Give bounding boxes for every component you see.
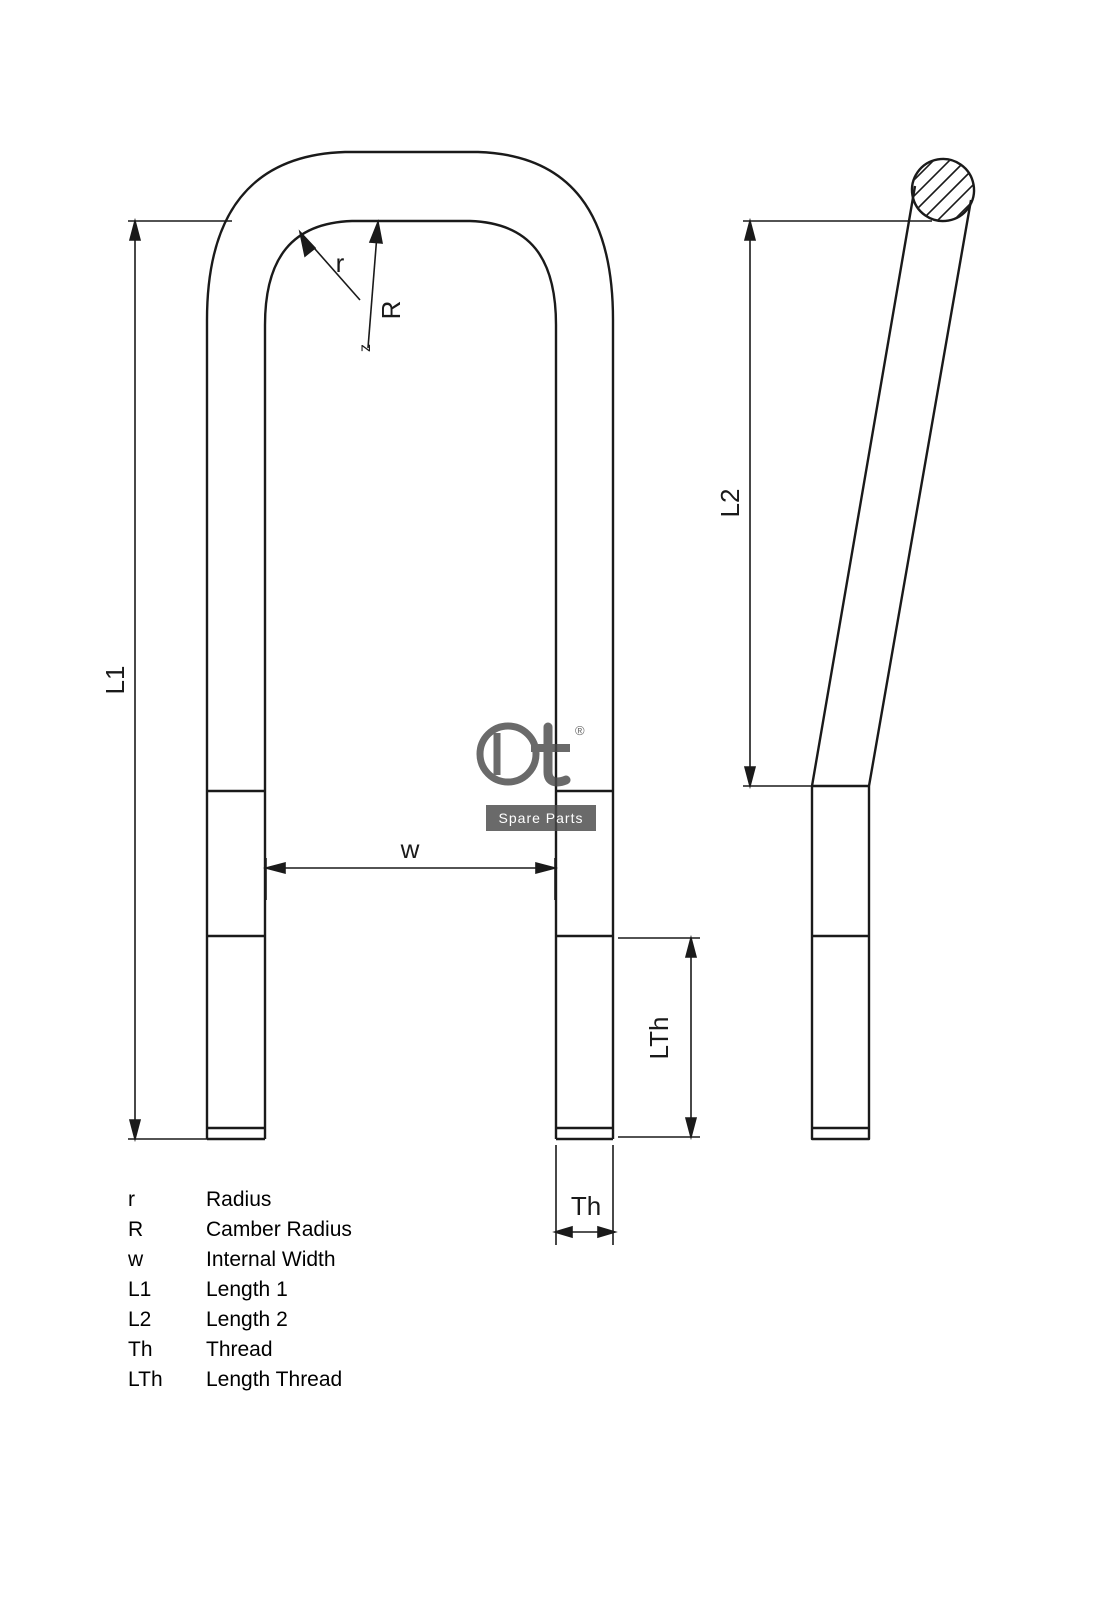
l2-arrow-bottom xyxy=(745,767,755,786)
rod-outline xyxy=(812,186,971,1139)
w-arrow-right xyxy=(536,863,555,873)
label-r-small: r xyxy=(335,248,345,278)
label-th: Th xyxy=(570,1191,602,1221)
dimension-w xyxy=(266,858,555,900)
legend-symbol: LTh xyxy=(128,1368,163,1391)
legend-description: Length Thread xyxy=(206,1368,343,1391)
legend-description: Camber Radius xyxy=(206,1218,352,1241)
ubolt-outer-outline xyxy=(207,152,613,1139)
dimension-l2 xyxy=(743,221,932,786)
legend-row xyxy=(128,1335,548,1365)
legend-symbol: L1 xyxy=(128,1278,152,1301)
legend-row xyxy=(128,1305,548,1335)
l2-arrow-top xyxy=(745,221,755,240)
legend-description: Internal Width xyxy=(206,1248,336,1271)
l1-arrow-bottom xyxy=(130,1120,140,1139)
legend-row xyxy=(128,1215,548,1245)
legend-row xyxy=(128,1365,548,1395)
label-r-big-subscript: z xyxy=(357,344,374,352)
dimension-l1 xyxy=(128,221,232,1139)
logo-tagline-text: Spare Parts xyxy=(498,810,584,826)
r-small-arrow xyxy=(300,232,315,256)
legend xyxy=(128,1185,548,1395)
legend-symbol: R xyxy=(128,1218,144,1241)
r-big-arrow xyxy=(370,222,382,243)
legend-description: Radius xyxy=(206,1188,272,1211)
logo-registered-mark: ® xyxy=(575,723,585,738)
lth-arrow-bottom xyxy=(686,1118,696,1137)
legend-symbol: r xyxy=(128,1188,135,1211)
label-l2: L2 xyxy=(715,488,745,518)
legend-description: Length 2 xyxy=(206,1308,288,1331)
side-view-rod xyxy=(812,147,987,1139)
label-w: w xyxy=(400,834,420,864)
front-view-ubolt xyxy=(207,152,613,1139)
legend-description: Thread xyxy=(206,1338,273,1361)
legend-symbol: w xyxy=(128,1248,144,1271)
logo-circle xyxy=(480,726,536,782)
label-r-big: R xyxy=(376,300,406,320)
w-arrow-left xyxy=(266,863,285,873)
legend-symbol: Th xyxy=(128,1338,153,1361)
brand-watermark xyxy=(480,723,596,831)
legend-row xyxy=(128,1185,548,1215)
th-arrow-left xyxy=(555,1227,572,1237)
legend-row xyxy=(128,1275,548,1305)
ubolt-inner-outline xyxy=(265,221,556,1139)
lth-arrow-top xyxy=(686,938,696,957)
legend-symbol: L2 xyxy=(128,1308,152,1331)
dimension-r-small xyxy=(300,232,360,300)
legend-row xyxy=(128,1245,548,1275)
l1-arrow-top xyxy=(130,221,140,240)
label-lth: LTh xyxy=(644,1016,674,1060)
legend-description: Length 1 xyxy=(206,1278,288,1301)
label-l1: L1 xyxy=(100,665,130,695)
dimension-r-big xyxy=(368,222,382,348)
